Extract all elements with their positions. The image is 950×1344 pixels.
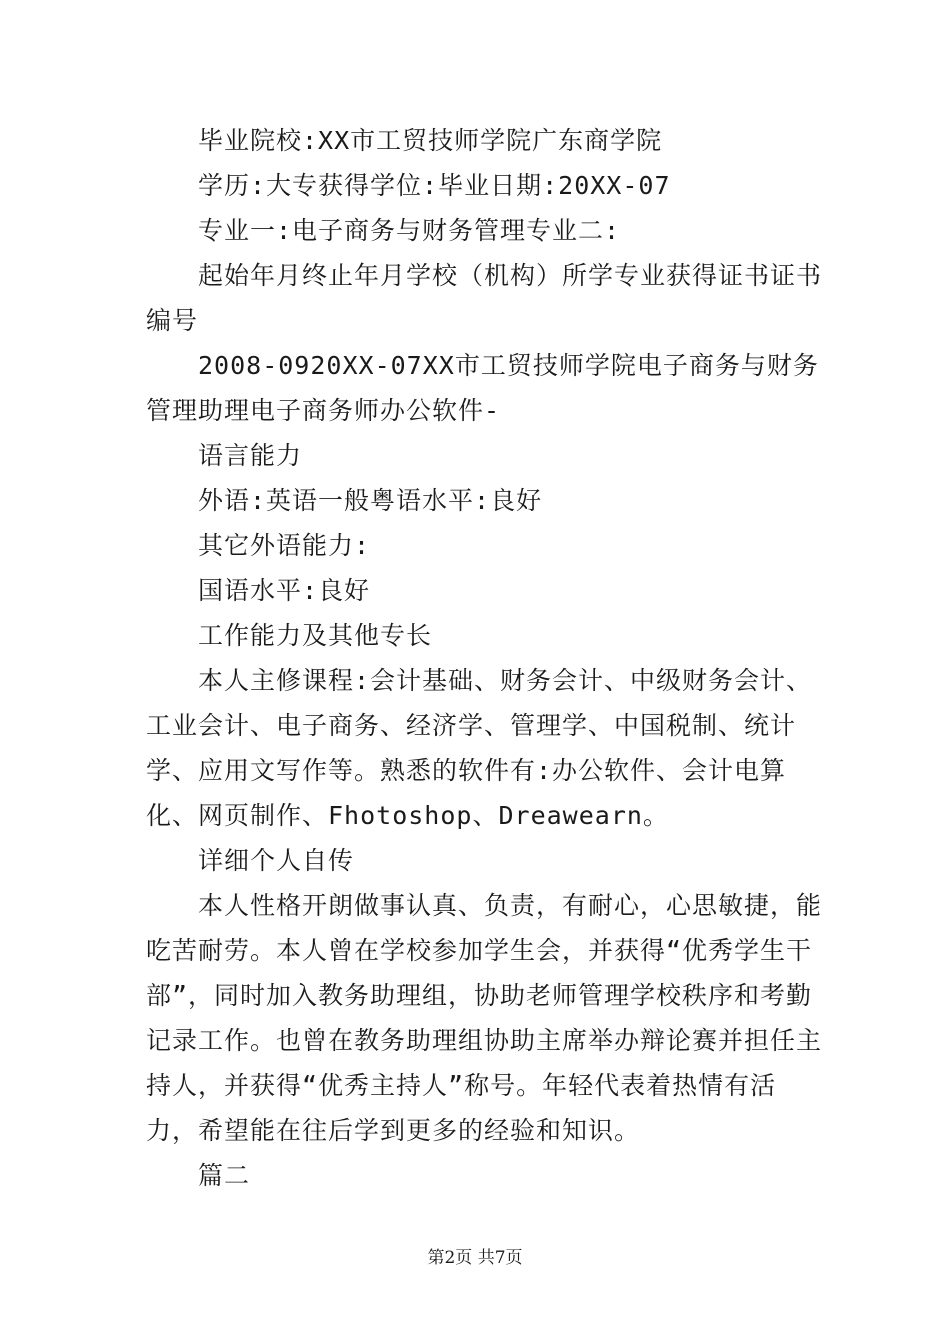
heading-language-ability: 语言能力: [198, 441, 303, 470]
heading-autobiography: 详细个人自传: [198, 846, 355, 875]
paragraph-major: 专业一:电子商务与财务管理专业二:: [198, 216, 621, 245]
heading-work-ability: 工作能力及其他专长: [198, 621, 433, 650]
paragraph-school: 毕业院校:XX市工贸技师学院广东商学院: [198, 126, 663, 155]
paragraph-other-language: 其它外语能力:: [198, 531, 371, 560]
paragraph-autobiography: 本人性格开朗做事认真、负责，有耐心，心思敏捷，能吃苦耐劳。本人曾在学校参加学生会，并获得“优秀学生干部”，同时加入教务助理组，协助老师管理学校秩序和考勤记录工作。也曾在教务助理组协助主席举办辩论赛并担任主持人，并获得“优秀主持人”称号。年轻代表着热情有活力，希望能在往后学到更多的经验和知识。: [146, 891, 823, 1145]
paragraph-foreign-language: 外语:英语一般粤语水平:良好: [198, 486, 543, 515]
paragraph-table-header: 起始年月终止年月学校（机构）所学专业获得证书证书编号: [146, 261, 823, 335]
paragraph-mandarin: 国语水平:良好: [198, 576, 371, 605]
paragraph-courses: 本人主修课程:会计基础、财务会计、中级财务会计、工业会计、电子商务、经济学、管理学、中国税制、统计学、应用文写作等。熟悉的软件有:办公软件、会计电算化、网页制作、Fhotoshop、Dreawearn。: [146, 666, 813, 830]
paragraph-education: 学历:大专获得学位:毕业日期:20XX-07: [198, 171, 671, 200]
page-number: 第2页 共7页: [427, 1248, 523, 1268]
paragraph-table-row: 2008-0920XX-07XX市工贸技师学院电子商务与财务管理助理电子商务师办公软件-: [146, 351, 819, 425]
document-body: [146, 118, 826, 1198]
heading-part-two: 篇二: [198, 1161, 251, 1190]
